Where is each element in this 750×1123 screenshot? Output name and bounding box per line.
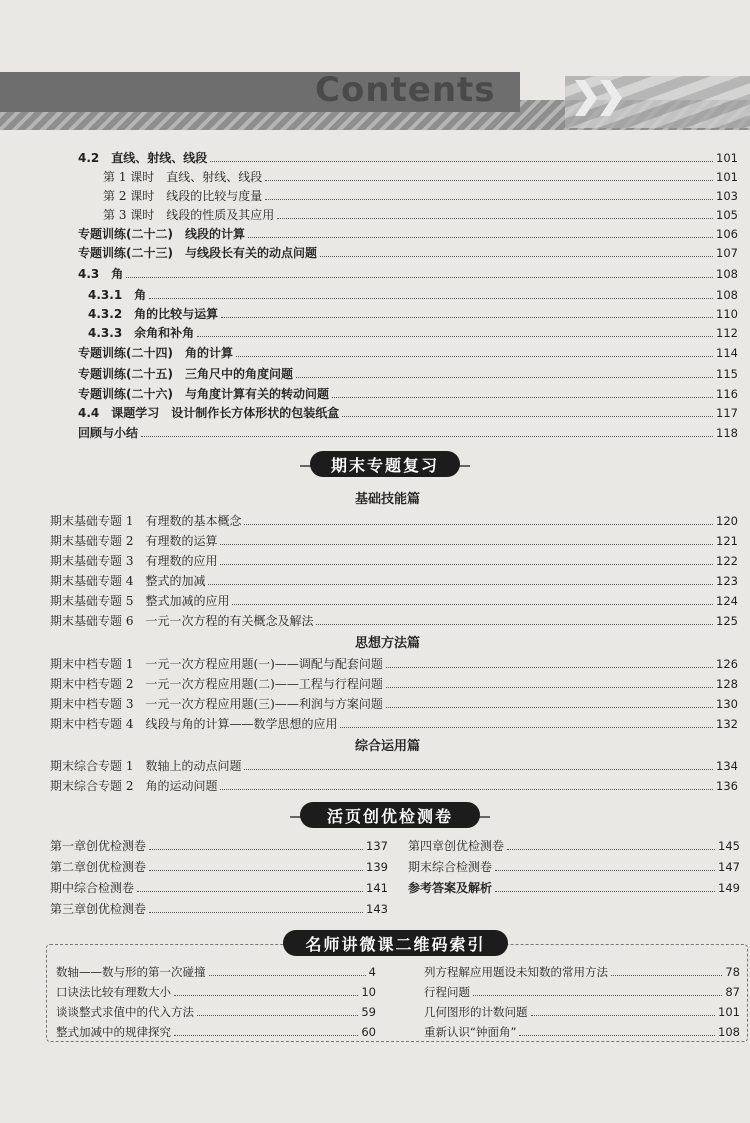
toc-label: 列方程解应用题设未知数的常用方法 xyxy=(424,965,608,979)
toc-page-number: 149 xyxy=(718,881,740,895)
toc-label: 期末综合检测卷 xyxy=(408,860,493,874)
toc-row[interactable] xyxy=(50,694,738,712)
toc-label: 第一章创优检测卷 xyxy=(50,839,147,853)
toc-page-number: 116 xyxy=(716,387,738,401)
toc-page-number: 108 xyxy=(718,1025,740,1039)
toc-row[interactable] xyxy=(78,243,738,261)
toc-label: 第二章创优检测卷 xyxy=(50,860,147,874)
toc-label: 期末基础专题 3 有理数的应用 xyxy=(50,554,218,568)
toc-row[interactable] xyxy=(88,323,738,341)
toc-page-number: 105 xyxy=(716,208,738,222)
toc-row[interactable] xyxy=(50,899,388,917)
toc-label: 4.3 角 xyxy=(78,267,124,281)
toc-page-number: 124 xyxy=(716,594,738,608)
toc-label: 期末综合专题 2 角的运动问题 xyxy=(50,779,218,793)
toc-row[interactable] xyxy=(56,962,376,980)
toc-label: 期末综合专题 1 数轴上的动点问题 xyxy=(50,759,242,773)
toc-row[interactable] xyxy=(88,304,738,322)
toc-page-number: 128 xyxy=(716,677,738,691)
toc-label: 期末基础专题 1 有理数的基本概念 xyxy=(50,514,242,528)
toc-row[interactable] xyxy=(78,264,738,282)
toc-row[interactable] xyxy=(50,776,738,794)
toc-page-number: 126 xyxy=(716,657,738,671)
toc-row[interactable] xyxy=(78,384,738,402)
toc-row[interactable] xyxy=(78,403,738,421)
toc-row[interactable] xyxy=(56,1022,376,1040)
toc-page-number: 118 xyxy=(716,426,738,440)
toc-row[interactable] xyxy=(78,364,738,382)
toc-page-number: 106 xyxy=(716,227,738,241)
toc-row[interactable] xyxy=(50,591,738,609)
toc-row[interactable] xyxy=(50,654,738,672)
toc-page-number: 134 xyxy=(716,759,738,773)
section-banner-tests: 活页创优检测卷 xyxy=(300,802,480,828)
toc-label: 参考答案及解析 xyxy=(408,881,493,895)
toc-label: 专题训练(二十二) 线段的计算 xyxy=(78,227,245,241)
page-title: Contents xyxy=(315,70,496,110)
toc-row[interactable] xyxy=(424,1002,740,1020)
toc-label: 整式加减中的规律探究 xyxy=(56,1025,171,1039)
toc-page-number: 108 xyxy=(716,267,738,281)
toc-label: 重新认识“钟面角” xyxy=(424,1025,517,1039)
toc-label: 专题训练(二十五) 三角尺中的角度问题 xyxy=(78,367,293,381)
toc-page-number: 60 xyxy=(361,1025,376,1039)
toc-label: 4.2 直线、射线、线段 xyxy=(78,151,208,165)
toc-row[interactable] xyxy=(78,224,738,242)
toc-row[interactable] xyxy=(50,611,738,629)
toc-label: 几何图形的计数问题 xyxy=(424,1005,528,1019)
toc-row[interactable] xyxy=(408,836,740,854)
toc-page-number: 143 xyxy=(366,902,388,916)
toc-label: 期末基础专题 5 整式加减的应用 xyxy=(50,594,230,608)
toc-page-number: 139 xyxy=(366,860,388,874)
toc-label: 期末基础专题 2 有理数的运算 xyxy=(50,534,218,548)
toc-label: 4.3.2 角的比较与运算 xyxy=(88,307,219,321)
subsection-title-basic: 基础技能篇 xyxy=(355,492,421,507)
toc-label: 第 2 课时 线段的比较与度量 xyxy=(103,189,263,203)
toc-label: 口诀法比较有理数大小 xyxy=(56,985,171,999)
toc-page-number: 130 xyxy=(716,697,738,711)
toc-row[interactable] xyxy=(88,285,738,303)
toc-page-number: 103 xyxy=(716,189,738,203)
toc-page-number: 10 xyxy=(361,985,376,999)
toc-page-number: 125 xyxy=(716,614,738,628)
toc-page-number: 117 xyxy=(716,406,738,420)
toc-row[interactable] xyxy=(56,982,376,1000)
toc-row[interactable] xyxy=(50,714,738,732)
toc-label: 4.4 课题学习 设计制作长方体形状的包装纸盒 xyxy=(78,406,340,420)
toc-page-number: 122 xyxy=(716,554,738,568)
toc-label: 专题训练(二十六) 与角度计算有关的转动问题 xyxy=(78,387,329,401)
toc-page-number: 115 xyxy=(716,367,738,381)
toc-row[interactable] xyxy=(50,878,388,896)
subsection-title-comprehensive: 综合运用篇 xyxy=(355,739,421,754)
toc-page-number: 121 xyxy=(716,534,738,548)
toc-page-number: 114 xyxy=(716,346,738,360)
toc-label: 期末中档专题 3 一元一次方程应用题(三)——利润与方案问题 xyxy=(50,697,383,711)
toc-row[interactable] xyxy=(424,982,740,1000)
toc-page-number: 110 xyxy=(716,307,738,321)
toc-label: 行程问题 xyxy=(424,985,470,999)
section-banner-final-review: 期末专题复习 xyxy=(310,451,460,477)
toc-label: 期末中档专题 2 一元一次方程应用题(二)——工程与行程问题 xyxy=(50,677,383,691)
toc-page-number: 147 xyxy=(718,860,740,874)
toc-page-number: 101 xyxy=(716,151,738,165)
toc-row[interactable] xyxy=(408,878,740,896)
toc-row[interactable] xyxy=(103,186,738,204)
subsection-title-method: 思想方法篇 xyxy=(355,636,421,651)
toc-row[interactable] xyxy=(78,148,738,166)
toc-row[interactable] xyxy=(78,343,738,361)
toc-page-number: 78 xyxy=(725,965,740,979)
toc-label: 期末基础专题 6 一元一次方程的有关概念及解法 xyxy=(50,614,314,628)
toc-row[interactable] xyxy=(50,674,738,692)
toc-row[interactable] xyxy=(78,423,738,441)
toc-row[interactable] xyxy=(56,1002,376,1020)
toc-page-number: 112 xyxy=(716,326,738,340)
toc-label: 专题训练(二十四) 角的计算 xyxy=(78,346,233,360)
toc-label: 谈谈整式求值中的代入方法 xyxy=(56,1005,194,1019)
toc-row[interactable] xyxy=(50,857,388,875)
toc-label: 期中综合检测卷 xyxy=(50,881,135,895)
toc-row[interactable] xyxy=(50,551,738,569)
toc-page-number: 108 xyxy=(716,288,738,302)
toc-label: 专题训练(二十三) 与线段长有关的动点问题 xyxy=(78,246,317,260)
toc-label: 期末基础专题 4 整式的加减 xyxy=(50,574,206,588)
toc-label: 期末中档专题 1 一元一次方程应用题(一)——调配与配套问题 xyxy=(50,657,383,671)
toc-row[interactable] xyxy=(408,857,740,875)
toc-page-number: 101 xyxy=(718,1005,740,1019)
toc-page-number: 4 xyxy=(368,965,376,979)
toc-label: 4.3.1 角 xyxy=(88,288,147,302)
toc-label: 第四章创优检测卷 xyxy=(408,839,505,853)
toc-page-number: 101 xyxy=(716,170,738,184)
toc-page-number: 59 xyxy=(361,1005,376,1019)
toc-row[interactable] xyxy=(50,531,738,549)
toc-row[interactable] xyxy=(424,1022,740,1040)
toc-label: 回顾与小结 xyxy=(78,426,139,440)
toc-label: 数轴——数与形的第一次碰撞 xyxy=(56,965,206,979)
toc-row[interactable] xyxy=(50,836,388,854)
toc-page-number: 132 xyxy=(716,717,738,731)
toc-label: 第 1 课时 直线、射线、线段 xyxy=(103,170,263,184)
toc-page-number: 145 xyxy=(718,839,740,853)
toc-label: 第三章创优检测卷 xyxy=(50,902,147,916)
toc-row[interactable] xyxy=(50,571,738,589)
toc-page-number: 120 xyxy=(716,514,738,528)
toc-page-number: 137 xyxy=(366,839,388,853)
toc-row[interactable] xyxy=(424,962,740,980)
toc-label: 期末中档专题 4 线段与角的计算——数学思想的应用 xyxy=(50,717,338,731)
section-banner-qr-index: 名师讲微课二维码索引 xyxy=(283,930,508,956)
toc-row[interactable] xyxy=(50,511,738,529)
toc-page-number: 141 xyxy=(366,881,388,895)
toc-page-number: 107 xyxy=(716,246,738,260)
toc-row[interactable] xyxy=(103,167,738,185)
toc-label: 4.3.3 余角和补角 xyxy=(88,326,195,340)
toc-page-number: 87 xyxy=(725,985,740,999)
toc-page-number: 136 xyxy=(716,779,738,793)
toc-row[interactable] xyxy=(50,756,738,774)
toc-label: 第 3 课时 线段的性质及其应用 xyxy=(103,208,275,222)
toc-page-number: 123 xyxy=(716,574,738,588)
toc-row[interactable] xyxy=(103,205,738,223)
